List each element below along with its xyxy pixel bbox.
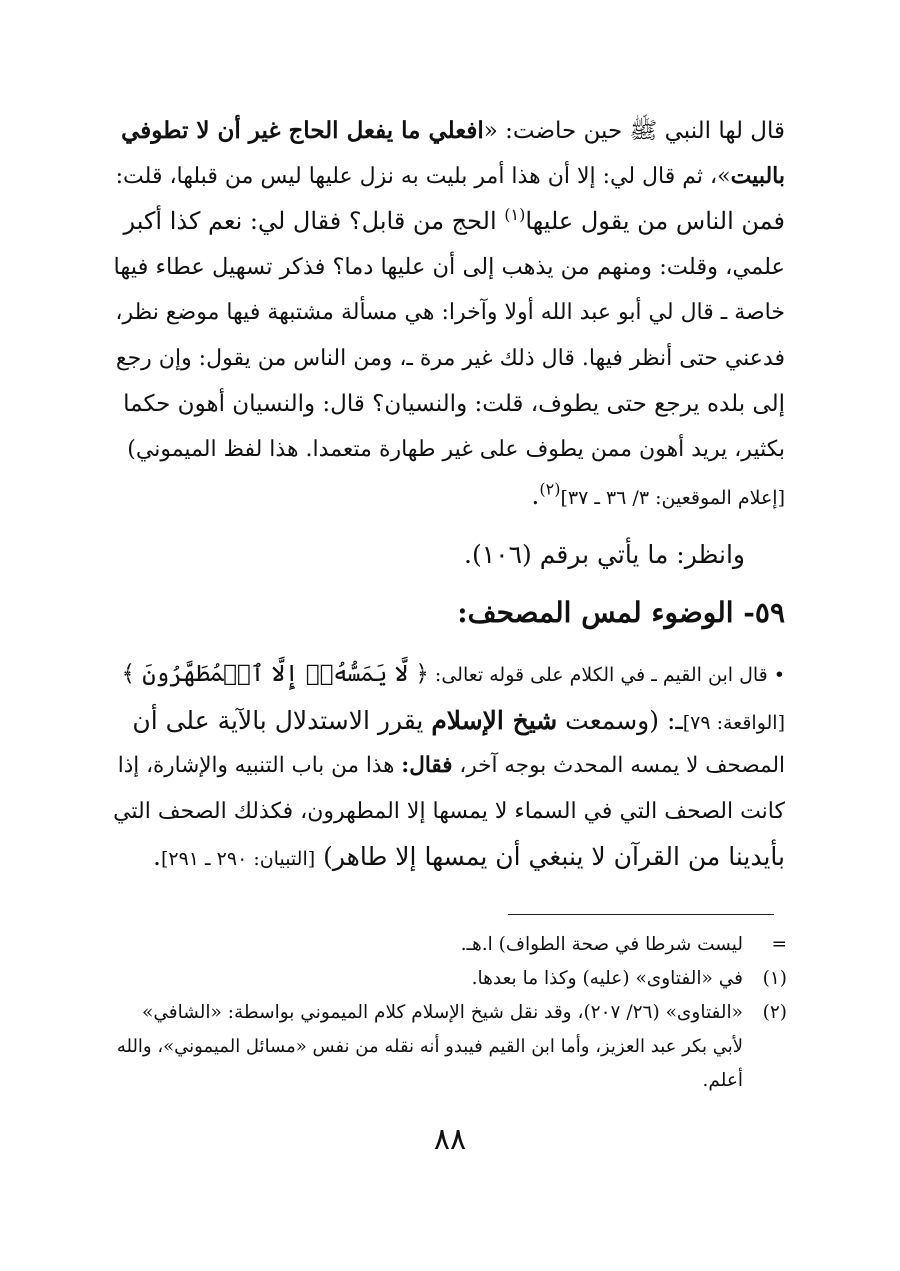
text-line: فدعني حتى أنظر فيها. قال ذلك غير مرة ـ، ومن الناس من يقول: وإن رجع: [115, 345, 785, 371]
text-line: علمي، وقلت: ومنهم من يذهب إلى أن عليها دما؟ فذكر تسهيل عطاء فيها: [113, 253, 785, 280]
text-run: قال لها النبي ﷺ حين حاضت: «: [483, 118, 785, 144]
text-run: هذا من باب التنبيه والإشارة، إذا: [117, 753, 402, 779]
footnote-text: «الفتاوى» (٢٦/ ٢٠٧)، وقد نقل شيخ الإسلام كلام الميموني بواسطة: «الشافي»: [142, 1002, 743, 1023]
text-line: [113, 743, 785, 789]
text-run: المصحف لا يمسه المحدث بوجه آخر،: [452, 753, 785, 779]
text-run: .: [153, 842, 161, 872]
footnote-marker: (١): [762, 968, 787, 989]
bold-quote: افعلي ما يفعل الحاج غير أن لا تطوفي: [121, 117, 484, 144]
main-paragraph: [113, 108, 785, 518]
footnote-2-line-2: لأبي بكر عبد العزيز، وأما ابن القيم فيبدو أنه نقله من نفس «مسائل الميموني»، والله: [116, 1036, 743, 1057]
footnote-2: [111, 996, 787, 1030]
text-line: خاصة ـ قال لي أبو عبد الله أولا وآخرا: هي مسألة مشتبهة فيها موضع نظر،: [115, 300, 785, 326]
text-line: إلى بلده يرجع حتى يطوف، قلت: والنسيان؟ قال: والنسيان أهون حكما: [123, 390, 785, 417]
text-run: فمن الناس من يقول عليها: [525, 207, 785, 236]
footnote-ref-1[interactable]: (١): [504, 205, 526, 225]
source-reference: [التبيان: ٢٩٠ ـ ٢٩١]: [160, 848, 316, 871]
text-run: بأيدينا من القرآن لا ينبغي أن يمسها إلا طاهر): [315, 842, 785, 872]
verse-reference: [الواقعة: ٧٩]: [682, 711, 785, 734]
footnote-marker: (٢): [762, 1002, 787, 1023]
text-line: [113, 154, 785, 200]
text-run: الحج من قابل؟ فقال لي: نعم كذا أكبر: [123, 207, 505, 236]
see-also-note: وانظر: ما يأتي برقم (١٠٦).: [464, 540, 745, 569]
footnote-separator: [508, 914, 774, 915]
text-line: [113, 473, 785, 519]
text-run: .: [531, 480, 540, 510]
bold-term: فقال:: [401, 753, 453, 779]
text-line: كانت الصحف التي في السماء لا يمسها إلا المطهرون، فكذلك الصحف التي: [113, 798, 785, 824]
text-line: [113, 108, 785, 154]
footnote-text: ليست شرطا في صحة الطواف) ا.هـ.: [460, 934, 743, 955]
section-heading: ٥٩- الوضوء لمس المصحف:: [457, 596, 785, 629]
footnote-continuation: [111, 928, 787, 962]
text-line: بكثير، يريد أهون ممن يطوف على غير طهارة متعمدا. هذا لفظ الميموني): [127, 437, 785, 463]
footnote-marker: =: [771, 934, 787, 955]
bold-quote: بالبيت: [730, 162, 785, 189]
footnote-1: [111, 962, 787, 996]
footnote-text: في «الفتاوى» (عليه) وكذا ما بعدها.: [471, 968, 743, 989]
text-run: »، ثم قال لي: إلا أن هذا أمر بليت به نزل عليها ليس من قبلها، قلت:: [115, 163, 731, 189]
text-run: ـ: (وسمعت: [557, 705, 683, 735]
bold-term: شيخ الإسلام: [431, 705, 558, 735]
footnote-ref-2[interactable]: (٢): [539, 479, 561, 499]
text-line: [113, 834, 785, 880]
text-line: [113, 698, 785, 744]
text-run: • قال ابن القيم ـ في الكلام على قوله تعالى:: [428, 664, 785, 686]
text-line: [113, 652, 785, 698]
text-run: يقرر الاستدلال بالآية على أن: [132, 705, 432, 735]
page-number: ٨٨: [433, 1122, 467, 1157]
footnote-2-line-3: أعلم.: [702, 1070, 743, 1091]
section-paragraph: [113, 652, 785, 880]
source-reference: [إعلام الموقعين: ٣/ ٣٦ ـ ٣٧]: [560, 486, 785, 509]
quran-verse: ﴿ لَّا يَمَسُّهُۥٓ إِلَّا ٱلۡمُطَهَّرُونَ ﴾: [121, 661, 429, 687]
footnotes: [111, 928, 787, 1098]
text-line: [113, 199, 785, 245]
